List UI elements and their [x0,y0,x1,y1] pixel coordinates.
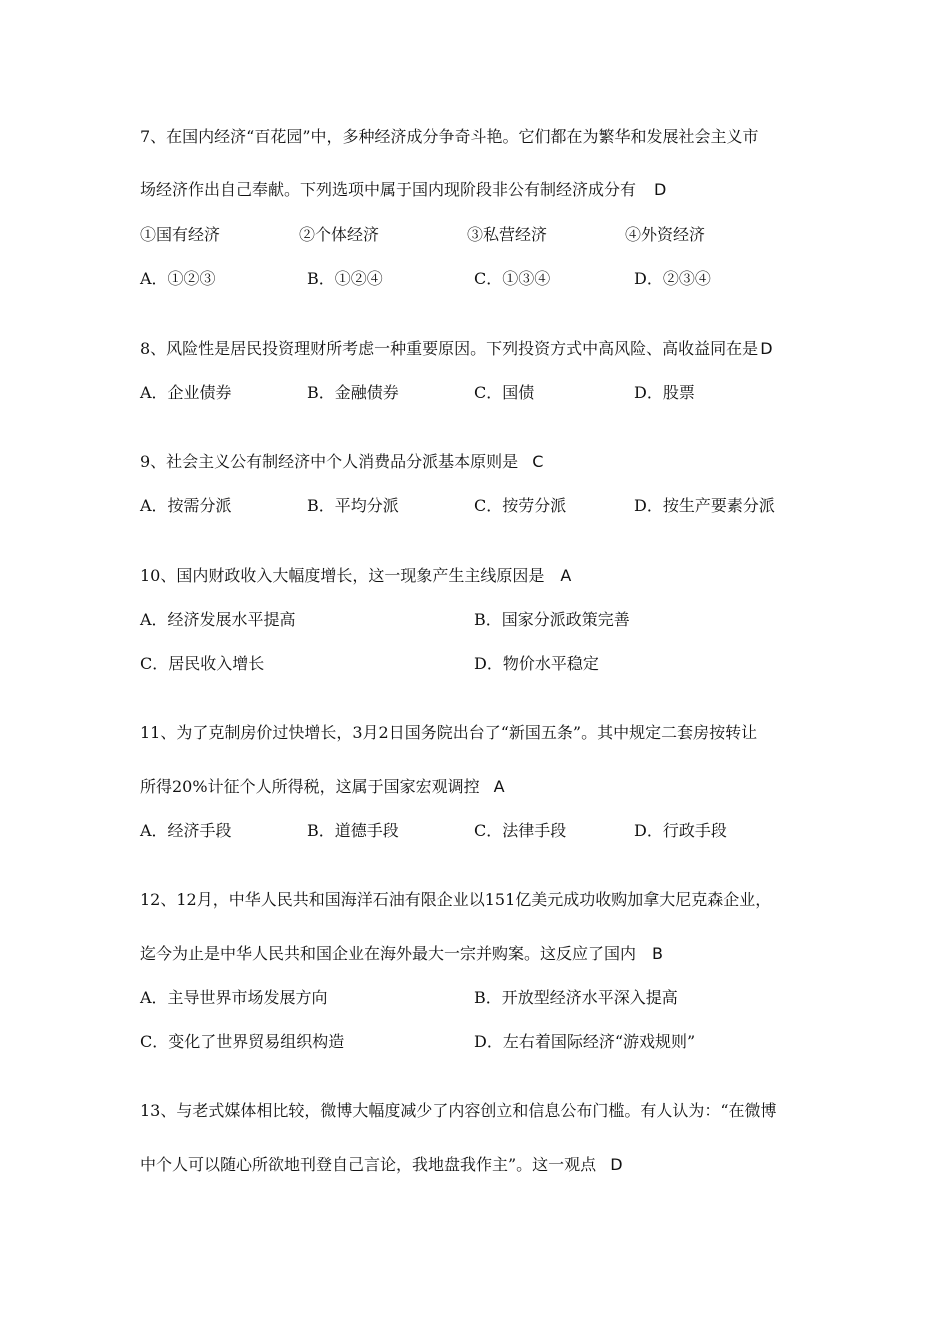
question-9-options [140,496,820,516]
question-text: 场经济作出自己奉献。下列选项中属于国内现阶段非公有制经济成分有 [140,180,637,199]
answer-letter: A [493,777,505,796]
option-a: A．①②③ [140,269,216,288]
question-7-options [140,269,820,289]
option-a: A．经济发展水平提高 [140,610,296,629]
option-b: B．国家分派政策完善 [474,610,630,629]
item-1: ①国有经济 [140,225,221,244]
option-d: D．按生产要素分派 [634,496,775,515]
option-d: D．物价水平稳定 [474,654,599,673]
question-12-options-row-1 [140,988,820,1008]
question-10-options-row-2 [140,654,820,674]
question-7-line-2 [140,180,666,200]
question-text: 迄今为止是中华人民共和国企业在海外最大一宗并购案。这反应了国内 [140,944,637,963]
question-13-line-2 [140,1155,623,1175]
question-8-line-1 [140,339,773,359]
option-a: A．主导世界市场发展方向 [140,988,328,1007]
question-text: 7、在国内经济“百花园”中，多种经济成分争奇斗艳。它们都在为繁华和发展社会主义市 [140,127,759,146]
question-9-line-1 [140,452,543,472]
answer-letter: C [532,452,544,471]
question-7-items [140,225,820,245]
question-13-line-1 [140,1101,777,1121]
option-b: B．①②④ [307,269,383,288]
option-d: D．股票 [634,383,695,402]
question-text: 中个人可以随心所欲地刊登自己言论，我地盘我作主”。这一观点 [140,1155,597,1174]
answer-letter: B [652,944,663,963]
option-d: D．②③④ [634,269,711,288]
question-text: 8、风险性是居民投资理财所考虑一种重要原因。下列投资方式中高风险、高收益同在是 [140,339,759,358]
question-text: 所得20%计征个人所得税，这属于国家宏观调控 [140,777,480,796]
option-c: C．居民收入增长 [140,654,265,673]
option-c: C．按劳分派 [474,496,567,515]
question-10-options-row-1 [140,610,820,630]
question-text: 10、国内财政收入大幅度增长，这一现象产生主线原因是 [140,566,545,585]
question-11-line-2 [140,777,505,797]
option-c: C．①③④ [474,269,551,288]
option-b: B．道德手段 [307,821,399,840]
option-d: D．左右着国际经济“游戏规则” [474,1032,696,1051]
question-12-line-1 [140,890,771,910]
question-7-line-1 [140,127,759,147]
option-d: D．行政手段 [634,821,727,840]
question-11-line-1 [140,723,757,743]
question-12-options-row-2 [140,1032,820,1052]
question-text: 9、社会主义公有制经济中个人消费品分派基本原则是 [140,452,519,471]
option-b: B．平均分派 [307,496,399,515]
item-3: ③私营经济 [467,225,548,244]
option-c: C．国债 [474,383,535,402]
option-c: C．法律手段 [474,821,567,840]
question-text: 11、为了克制房价过快增长，3月2日国务院出台了“新国五条”。其中规定二套房按转让 [140,723,758,742]
option-b: B．开放型经济水平深入提高 [474,988,678,1007]
option-a: A．企业债券 [140,383,232,402]
question-8-options [140,383,820,403]
item-4: ④外资经济 [625,225,706,244]
answer-letter: D [760,339,773,358]
question-text: 13、与老式媒体相比较，微博大幅度减少了内容创立和信息公布门槛。有人认为：“在微博 [140,1101,777,1120]
answer-letter: A [560,566,572,585]
option-b: B．金融债券 [307,383,399,402]
option-a: A．按需分派 [140,496,232,515]
question-12-line-2 [140,944,663,964]
question-text: 12、12月，中华人民共和国海洋石油有限企业以151亿美元成功收购加拿大尼克森企业， [140,890,772,909]
question-10-line-1 [140,566,571,586]
item-2: ②个体经济 [299,225,380,244]
option-a: A．经济手段 [140,821,232,840]
question-11-options [140,821,820,841]
option-c: C．变化了世界贸易组织构造 [140,1032,345,1051]
answer-letter: D [654,180,667,199]
answer-letter: D [610,1155,623,1174]
